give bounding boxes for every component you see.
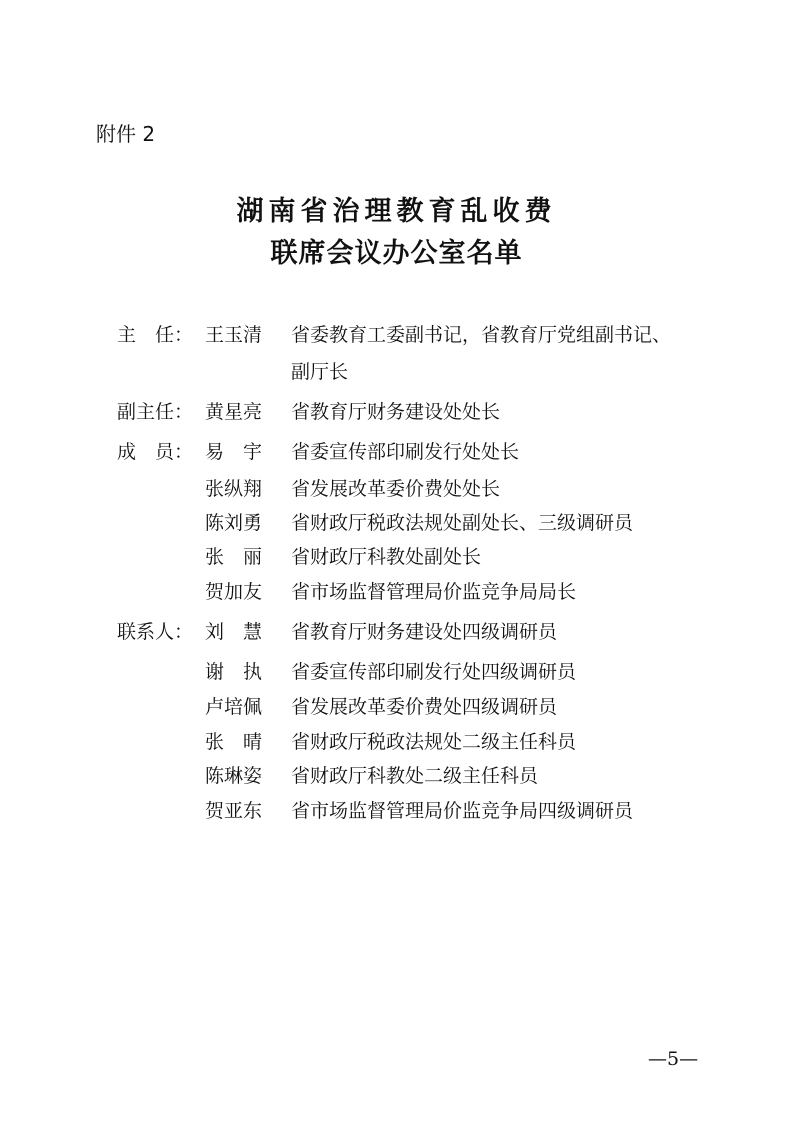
roster-position: 省财政厅科教处副处长	[291, 546, 482, 568]
roster-name: 黄星亮	[205, 401, 263, 423]
roster-position: 省财政厅税政法规处二级主任科员	[291, 731, 577, 753]
attachment-label: 附件 2	[96, 122, 156, 146]
roster-position: 省教育厅财务建设处四级调研员	[291, 621, 558, 643]
roster-name: 张 丽	[205, 546, 263, 568]
roster-position: 省教育厅财务建设处处长	[291, 401, 501, 423]
roster-name: 卢培佩	[205, 696, 263, 718]
page-number: —5—	[648, 1048, 699, 1070]
roster-name: 贺加友	[205, 581, 263, 603]
roster-name: 陈琳姿	[205, 765, 263, 787]
roster-name: 刘 慧	[205, 621, 263, 643]
roster-position: 省委宣传部印刷发行处处长	[291, 441, 520, 463]
document-title-line-1: 湖南省治理教育乱收费	[236, 196, 557, 227]
roster-name: 王玉清	[205, 324, 263, 346]
roster-name: 张纵翔	[205, 478, 263, 500]
roster-role: 联系人：	[117, 621, 194, 643]
roster-position: 省财政厅科教处二级主任科员	[291, 765, 539, 787]
roster-name: 易 宇	[205, 441, 263, 463]
roster-position: 省财政厅税政法规处副处长、三级调研员	[291, 512, 634, 534]
roster-role: 成 员：	[117, 441, 194, 463]
roster-role: 主 任：	[117, 324, 194, 346]
roster-name: 张 晴	[205, 731, 263, 753]
roster-name: 贺亚东	[205, 800, 263, 822]
roster-position: 省市场监督管理局价监竞争局局长	[291, 581, 577, 603]
roster-role: 副主任：	[117, 401, 194, 423]
document-title-line-2: 联席会议办公室名单	[270, 238, 523, 269]
roster-position: 省发展改革委价费处四级调研员	[291, 696, 558, 718]
roster-position: 副厅长	[291, 361, 349, 383]
roster-name: 谢 执	[205, 661, 263, 683]
roster-position: 省委宣传部印刷发行处四级调研员	[291, 661, 577, 683]
roster-name: 陈刘勇	[205, 512, 263, 534]
roster-position: 省委教育工委副书记，省教育厅党组副书记、	[291, 324, 672, 346]
roster-position: 省发展改革委价费处处长	[291, 478, 501, 500]
roster-position: 省市场监督管理局价监竞争局四级调研员	[291, 800, 634, 822]
